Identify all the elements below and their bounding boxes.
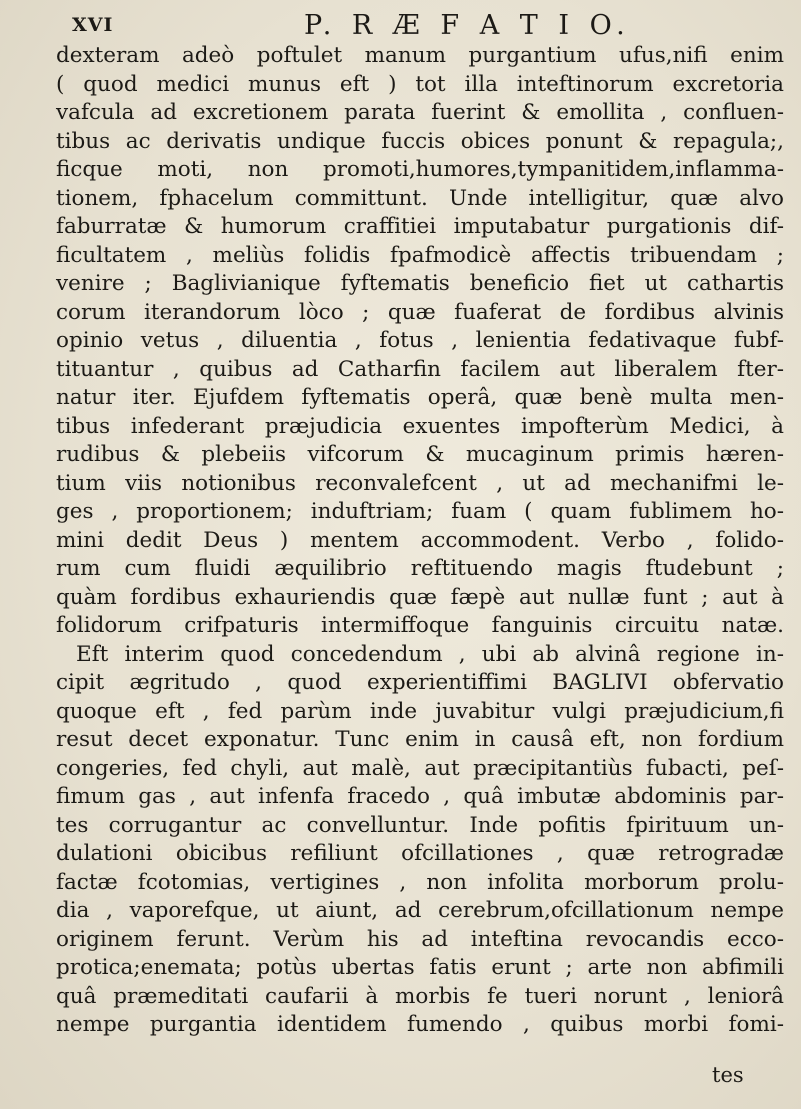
text-line: nempe purgantia identidem fumendo , quibus morbi fomi- bbox=[56, 1012, 784, 1037]
text-line: cipit ægritudo , quod experientiffimi BAGLIVI obfervatio bbox=[56, 670, 784, 695]
text-line: Eft interim quod concedendum , ubi ab alvinâ regione in- bbox=[76, 641, 784, 667]
text-line: tium viis notionibus reconvalefcent , ut ad mechanifmi le- bbox=[56, 470, 784, 496]
text-line: faburratæ & humorum craffitiei imputabatur purgationis dif- bbox=[56, 214, 784, 239]
text-line: dia , vaporefque, ut aiunt, ad cerebrum,ofcillationum nempe bbox=[56, 898, 784, 923]
catchword: tes bbox=[712, 1063, 744, 1087]
text-line: tituantur , quibus ad Catharfin facilem aut liberalem fter- bbox=[56, 356, 784, 382]
text-line: congeries, fed chyli, aut malè, aut præcipitantiùs fubacti, peſ- bbox=[56, 755, 784, 781]
text-line: fimum gas , aut infenfa fracedo , quâ imbutæ abdominis par- bbox=[56, 784, 784, 809]
text-line: dulationi obicibus refiliunt ofcillationes , quæ retrogradæ bbox=[56, 841, 784, 866]
text-line: mini dedit Deus ) mentem accommodent. Verbo , folido- bbox=[56, 527, 784, 553]
text-line: opinio vetus , diluentia , fotus , lenientia fedativaque fubf- bbox=[56, 328, 784, 353]
text-line: rudibus & plebeiis vifcorum & mucaginum primis hæren- bbox=[56, 442, 784, 467]
text-line: quàm fordibus exhauriendis quæ fæpè aut nullæ funt ; aut à bbox=[56, 584, 784, 610]
text-line: dexteram adeò poftulet manum purgantium ufus,nifi enim bbox=[56, 43, 784, 68]
text-line: venire ; Baglivianique fyftematis beneficio fiet ut cathartis bbox=[56, 271, 784, 296]
text-line: ( quod medici munus eft ) tot illa inteftinorum excretoria bbox=[56, 71, 784, 97]
text-line: originem ferunt. Verùm his ad inteftina revocandis ecco- bbox=[56, 926, 784, 952]
text-line: tibus ac derivatis undique fuccis obices ponunt & repagula;, bbox=[56, 128, 784, 154]
text-line: resut decet exponatur. Tunc enim in causâ eft, non fordium bbox=[56, 727, 784, 752]
text-line: natur iter. Ejufdem fyftematis operâ, quæ benè multa men- bbox=[56, 385, 784, 410]
text-line: folidorum crifpaturis intermiffoque fanguinis circuitu natæ. bbox=[56, 613, 784, 638]
text-line: tes corrugantur ac convelluntur. Inde pofitis fpirituum un- bbox=[56, 812, 784, 838]
text-line: ficultatem , meliùs folidis fpafmodicè affectis tribuendam ; bbox=[56, 242, 784, 268]
running-title: P. R Æ F A T I O. bbox=[304, 10, 631, 41]
text-line: corum iterandorum lòco ; quæ fuaferat de fordibus alvinis bbox=[56, 299, 784, 325]
body-text bbox=[56, 42, 784, 1040]
text-line: ficque moti, non promoti,humores,tympanitidem,inflamma- bbox=[56, 157, 784, 182]
text-line: quoque eft , fed parùm inde juvabitur vulgi præjudicium,fi bbox=[56, 698, 784, 724]
text-line: ges , proportionem; induftriam; fuam ( quam fublimem ho- bbox=[56, 499, 784, 524]
text-line: quâ præmeditati caufarii à morbis fe tueri norunt , leniorâ bbox=[56, 983, 784, 1009]
text-line: protica;enemata; potùs ubertas fatis erunt ; arte non abfimili bbox=[56, 955, 784, 980]
page-header bbox=[72, 10, 772, 44]
text-line: factæ fcotomias, vertigines , non infolita morborum prolu- bbox=[56, 869, 784, 895]
text-line: vafcula ad excretionem parata fuerint & emollita , confluen- bbox=[56, 100, 784, 125]
text-line: tionem, fphacelum committunt. Unde intelligitur, quæ alvo bbox=[56, 185, 784, 211]
text-line: tibus infederant præjudicia exuentes impofterùm Medici, à bbox=[56, 413, 784, 439]
page-number: XVI bbox=[72, 14, 114, 36]
text-line: rum cum fluidi æquilibrio reftituendo magis ftudebunt ; bbox=[56, 556, 784, 581]
